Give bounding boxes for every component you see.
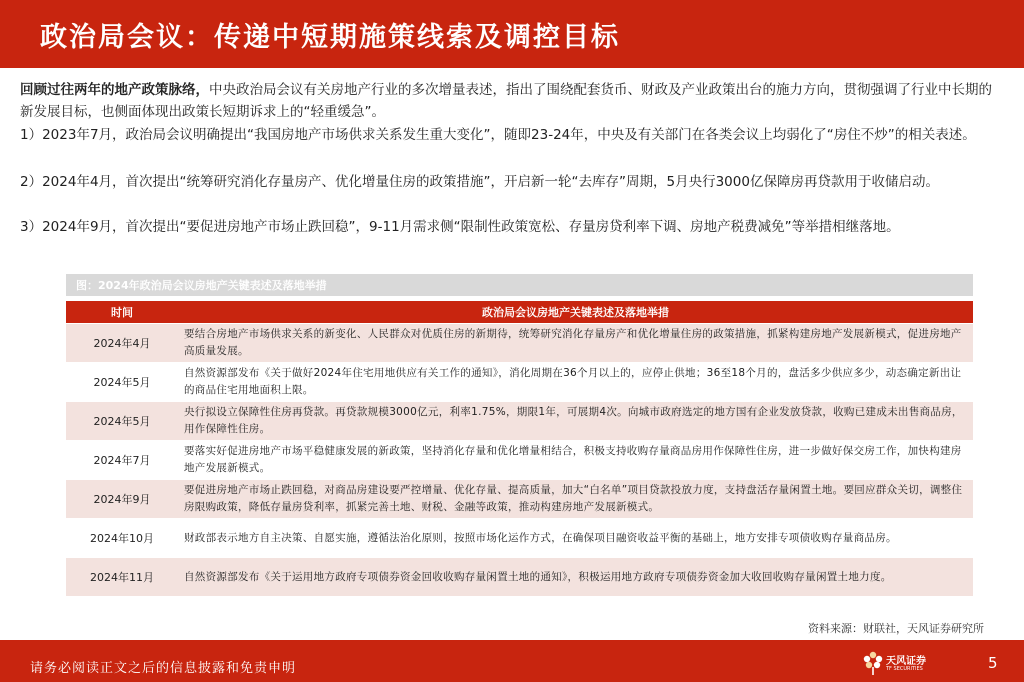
table-row [66, 363, 973, 402]
row-time: 2024年4月 [66, 324, 178, 363]
row-content: 央行拟设立保障性住房再贷款。再贷款规模3000亿元，利率1.75%，期限1年，可展期4次。向城市政府选定的地方国有企业发放贷款，收购已建成未出售商品房，用作保障性住房。 [178, 402, 973, 441]
point-3: 3）2024年9月，首次提出“要促进房地产市场止跌回稳”，9-11月需求侧“限制性政策宽松、存量房贷利率下调、房地产税费减免”等举措相继落地。 [20, 219, 900, 235]
row-time: 2024年11月 [66, 558, 178, 597]
row-time: 2024年5月 [66, 402, 178, 441]
table-row [66, 441, 973, 480]
row-time: 2024年5月 [66, 363, 178, 402]
header-content: 政治局会议房地产关键表述及落地举措 [178, 301, 973, 324]
header-time: 时间 [66, 301, 178, 324]
intro-paragraph [20, 79, 1005, 123]
point-2: 2）2024年4月，首次提出“统筹研究消化存量房产、优化增量住房的政策措施”，开启新一轮“去库存”周期，5月央行3000亿保障房再贷款用于收储启动。 [20, 174, 939, 190]
point-1: 1）2023年7月，政治局会议明确提出“我国房地产市场供求关系发生重大变化”，随即23-24年，中央及有关部门在各类会议上均弱化了“房住不炒”的相关表述。 [20, 127, 976, 143]
page-title: 政治局会议：传递中短期施策线索及调控目标 [40, 22, 620, 53]
page-number: 5 [988, 654, 998, 672]
logo-name: 天风证券 [886, 656, 926, 667]
policy-table [66, 301, 973, 597]
row-content: 财政部表示地方自主决策、自愿实施，遵循法治化原则，按照市场化运作方式，在确保项目融资收益平衡的基础上，地方安排专项债收购存量商品房。 [178, 519, 973, 558]
row-time: 2024年9月 [66, 480, 178, 519]
row-time: 2024年7月 [66, 441, 178, 480]
row-content: 要落实好促进房地产市场平稳健康发展的新政策，坚持消化存量和优化增量相结合，积极支持收购存量商品房用作保障性住房，进一步做好保交房工作，加快构建房地产发展新模式。 [178, 441, 973, 480]
table-row [66, 558, 973, 597]
title-bar [0, 0, 1024, 68]
flower-logo-icon [862, 650, 884, 676]
figure-caption: 图：2024年政治局会议房地产关键表述及落地举措 [76, 279, 327, 292]
source-note: 资料来源：财联社，天风证券研究所 [808, 622, 984, 635]
intro-text: 中央政治局会议有关房地产行业的多次增量表述，指出了围绕配套货币、财政及产业政策出台的施力方向，贯彻强调了行业中长期的新发展目标，也侧面体现出政策长短期诉求上的“轻重缓急”。 [20, 82, 992, 120]
intro-lead: 回顾过往两年的地产政策脉络， [20, 82, 209, 98]
row-content: 自然资源部发布《关于做好2024年住宅用地供应有关工作的通知》，消化周期在36个月以上的，应停止供地；36至18个月的，盘活多少供应多少，动态确定新出让的商品住宅用地面积上限。 [178, 363, 973, 402]
figure-caption-bar [66, 274, 973, 296]
footer-disclaimer: 请务必阅读正文之后的信息披露和免责申明 [30, 661, 297, 676]
table-header-row [66, 301, 973, 324]
row-content: 要促进房地产市场止跌回稳，对商品房建设要严控增量、优化存量、提高质量，加大“白名单”项目贷款投放力度，支持盘活存量闲置土地。要回应群众关切，调整住房限购政策，降低存量房贷利率，抓紧完善土地、财税、金融等政策，推动构建房地产发展新模式。 [178, 480, 973, 519]
row-content: 要结合房地产市场供求关系的新变化、人民群众对优质住房的新期待，统筹研究消化存量房产和优化增量住房的政策措施，抓紧构建房地产发展新模式，促进房地产高质量发展。 [178, 324, 973, 363]
brand-logo [862, 649, 942, 677]
table-row [66, 402, 973, 441]
row-content: 自然资源部发布《关于运用地方政府专项债券资金回收收购存量闲置土地的通知》，积极运用地方政府专项债券资金加大收回收购存量闲置土地力度。 [178, 558, 973, 597]
table-row [66, 480, 973, 519]
logo-subtitle: TF SECURITIES [886, 666, 923, 672]
table-row [66, 324, 973, 363]
row-time: 2024年10月 [66, 519, 178, 558]
table-row [66, 519, 973, 558]
